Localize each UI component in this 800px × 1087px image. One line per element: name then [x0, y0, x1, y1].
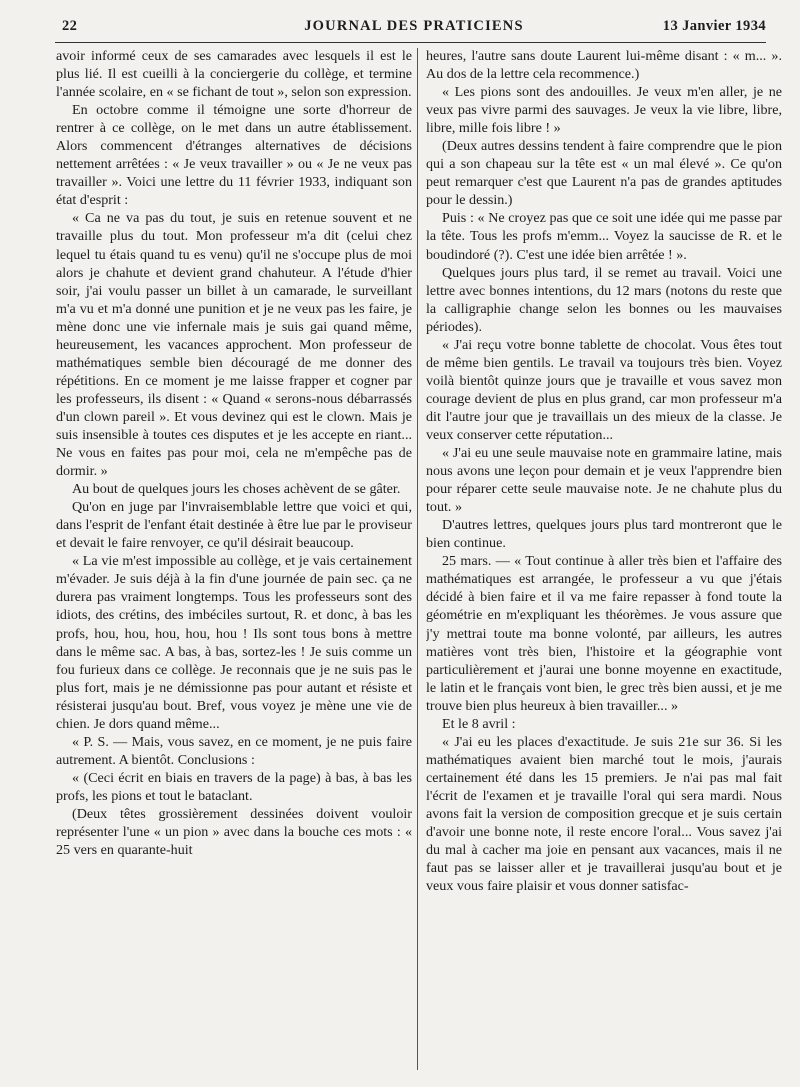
header-rule: [55, 42, 766, 43]
paragraph: Quelques jours plus tard, il se remet au travail. Voici une lettre avec bonnes intentions, du 12 mars (notons du reste que la calligraphie change selon les bonnes ou les mauvaises périodes).: [426, 264, 782, 335]
paragraph: « (Ceci écrit en biais en travers de la page) à bas, à bas les profs, les pions et tout le bataclant.: [56, 769, 412, 804]
paragraph: « J'ai eu les places d'exactitude. Je suis 21e sur 36. Si les mathématiques avaient bien marché tout le mois, j'aurais certainement été dans les 15 premiers. Je n'ai pas mal fait l'écrit de l'examen et je travaille l'oral qui sera mardi. Nous avons fait la version de composition grecque et je suis certain d'avoir une bonne note, il reste encore l'oral... Vous savez j'ai du mal à cacher ma joie en pensant aux vacances, mais il ne faut pas se laisser aller et je travaillerai jusqu'au bout et je veux vous faire plaisir et vous donner satisfac-: [426, 733, 782, 895]
paragraph: (Deux autres dessins tendent à faire comprendre que le pion qui a son chapeau sur la tête est « un mal élevé ». Ce qu'on peut remarquer c'est que Laurent n'a pas de grandes aptitudes pour le dessin.): [426, 138, 782, 209]
paragraph: D'autres lettres, quelques jours plus tard montreront que le bien continue.: [426, 517, 782, 552]
paragraph: (Deux têtes grossièrement dessinées doivent vouloir représenter l'une « un pion » avec dans la bouche ces mots : « 25 vers en quarante-huit: [56, 805, 412, 859]
paragraph: En octobre comme il témoigne une sorte d'horreur de rentrer à ce collège, on le met dans un autre établissement. Alors commencent d'étranges alternatives de décisions nettement arrêtées : « Je veux travailler » ou « Je ne veux pas travailler ». Voici une lettre du 11 février 1933, indiquant son état d'esprit :: [56, 102, 412, 209]
left-column: [56, 47, 412, 1077]
paragraph: Au bout de quelques jours les choses achèvent de se gâter.: [72, 481, 401, 498]
paragraph: Puis : « Ne croyez pas que ce soit une idée qui me passe par la tête. Tous les profs m'emm... Voyez la saucisse de R. et le boudindoré (?). C'est une idée bien arrêtée ! ».: [426, 210, 782, 263]
column-divider: [417, 48, 418, 1070]
journal-title: JOURNAL DES PRATICIENS: [304, 18, 524, 34]
paragraph: « La vie m'est impossible au collège, et je vais certainement m'évader. Je suis déjà à la fin d'une journée de pain sec. ça ne durera pas vraiment longtemps. Tous les professeurs sont des idiots, des crétins, des imbéciles surtout, R. et donc, à bas les profs, hou, hou, hou, hou, hou ! Ils sont tous bons à mettre dans le même sac. A bas, à bas, sortez-les ! Je suis comme un fou furieux dans ce collège. Je reconnais que je ne suis pas le plus fort, mais je ne démissionne pas pour autant et résiste et résisterai jusqu'au bout. Bref, vous voyez je mène une vie de chien. Je dors quand même...: [56, 553, 412, 732]
running-header: [62, 18, 766, 42]
paragraph: « J'ai eu une seule mauvaise note en grammaire latine, mais nous avons une leçon pour demain et je veux l'apprendre bien pour réparer cette seule mauvaise note. Je ne chahute plus du tout. »: [426, 445, 782, 516]
issue-date: 13 Janvier 1934: [662, 18, 766, 34]
paragraph: « Les pions sont des andouilles. Je veux m'en aller, je ne veux pas vivre parmi des sauvages. Je veux la vie libre, libre, libre, mille fois libre ! »: [426, 84, 782, 137]
paragraph: heures, l'autre sans doute Laurent lui-même disant : « m... ». Au dos de la lettre cela recommence.): [426, 48, 782, 83]
paragraph: « Ca ne va pas du tout, je suis en retenue souvent et ne travaille plus du tout. Mon professeur m'a dit (celui chez lequel tu étais quand tu es venu) qu'il ne s'occupe plus de moi alors je chahute et devient grand chahuteur. A l'étude d'hier soir, j'ai voulu passer un billet à un camarade, le surveillant m'a vu et m'a donné une punition et je ne veux pas les faire, je mène donc une vie infernale mais je suis gai quand même, heureusement, les vacances approchent. Mon professeur de mathématiques semble bien découragé de me donner des répétitions. En ce moment je me laisse frapper et cogner par les professeurs, ils disent : « Quand « serons-nous débarrassés d'un clown pareil ». Et vous devinez qui est le clown. Mais je suis insensible à toutes ces disputes et je les accepte en riant... Ne vous en faites pas pour moi, cela ne m'empêche pas de dormir. »: [56, 210, 412, 480]
paragraph: avoir informé ceux de ses camarades avec lesquels il est le plus lié. Il est cueilli à la conciergerie du collège, et termine l'année scolaire, en « se fichant de tout », selon son expression.: [56, 48, 412, 101]
paragraph: Qu'on en juge par l'invraisemblable lettre que voici et qui, dans l'esprit de l'enfant était destinée à être lue par le proviseur et devait le faire renvoyer, ce qu'il désirait beaucoup.: [56, 499, 412, 552]
paragraph: « P. S. — Mais, vous savez, en ce moment, je ne puis faire autrement. A bientôt. Conclusions :: [56, 733, 412, 768]
paragraph: 25 mars. — « Tout continue à aller très bien et l'affaire des mathématiques est arrangée, le professeur a vu que j'étais décidé à bien faire et il va me faire repasser à fond toute la géométrie en m'expliquant les théorèmes. Je vous assure que j'y mettrai toute ma bonne volonté, par ailleurs, les autres matières vont très bien, l'histoire et la géographie vont particulièrement et j'aurai une bonne moyenne en exactitude, le latin et le français vont bien, le grec très bien aussi, et je me trouve bien plus heureux à bien travailler... »: [426, 553, 782, 714]
page-number: 22: [62, 18, 78, 34]
paragraph: Et le 8 avril :: [442, 715, 516, 732]
paragraph: « J'ai reçu votre bonne tablette de chocolat. Vous êtes tout de même bien gentils. Le travail va toujours très bien. Voyez voilà bientôt quinze jours que je travaille et vous savez mon courage devient de plus en plus grand, car mon professeur m'a dit l'autre jour que je travaillais un des mieux de la classe. Je veux conserver cette réputation...: [426, 336, 782, 443]
right-column: [426, 47, 782, 1077]
